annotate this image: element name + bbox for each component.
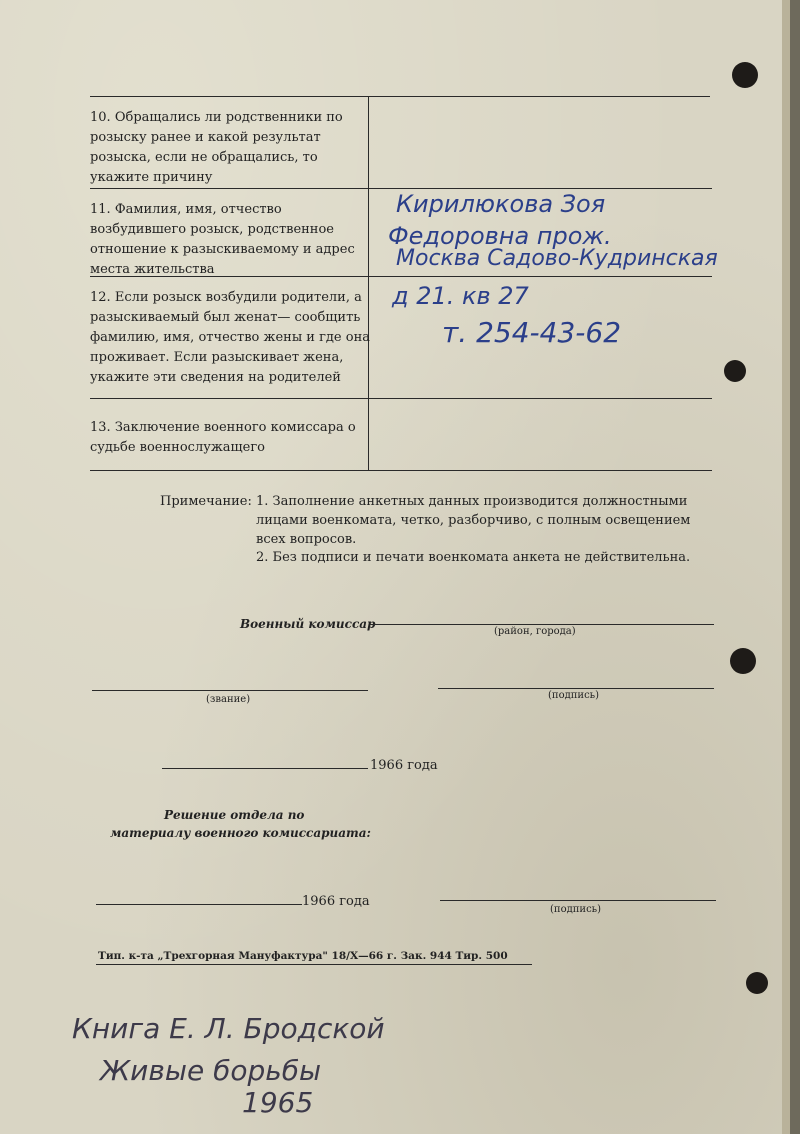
notes-item-2: 2. Без подписи и печати военкомата анкета не действительна. xyxy=(256,550,691,565)
decision-label-1: Решение отдела по xyxy=(164,808,305,822)
decision-label-2: материалу военного комиссариата: xyxy=(110,826,371,840)
question-number: 11. xyxy=(90,202,111,217)
question-11 xyxy=(90,200,370,280)
notes-item-1: 1. Заполнение анкетных данных производится должностными лицами военкомата, четко, разборчиво, с полным освещением всех вопросов. xyxy=(256,494,691,547)
handwritten-name: Кирилюкова Зоя xyxy=(396,190,606,218)
question-10 xyxy=(90,108,370,188)
punch-hole xyxy=(724,360,746,382)
decision-date-line xyxy=(96,904,302,905)
rank-line xyxy=(92,690,368,691)
commissar-label: Военный комиссар xyxy=(240,617,376,631)
year-label-2: 1966 года xyxy=(302,894,370,909)
question-text: Фамилия, имя, отчество возбудившего розыск, родственное отношение к разыскиваемому и адрес места жительства xyxy=(90,202,355,277)
table-top-rule xyxy=(90,96,710,97)
punch-hole xyxy=(730,648,756,674)
footer-rule xyxy=(96,964,532,965)
date-line xyxy=(162,768,368,769)
pencil-note-line1: Книга Е. Л. Бродской xyxy=(72,1012,385,1045)
punch-hole xyxy=(746,972,768,994)
handwritten-phone: т. 254-43-62 xyxy=(442,316,622,349)
handwritten-street: Москва Садово-Кудринская xyxy=(396,246,718,271)
pencil-note-line2: Живые борьбы xyxy=(100,1054,322,1087)
question-text: Заключение военного комиссара о судьбе военнослужащего xyxy=(90,420,356,455)
handwritten-patronymic: Федоровна прож. xyxy=(388,222,612,250)
signature-caption: (подпись) xyxy=(548,690,600,701)
decision-signature-line xyxy=(440,900,716,901)
year-label: 1966 года xyxy=(370,758,438,773)
question-13 xyxy=(90,418,370,458)
table-row-rule xyxy=(90,188,712,189)
question-text: Обращались ли родственники по розыску ранее и какой результат розыска, если не обращались, то укажите причину xyxy=(90,110,343,185)
decision-signature-caption: (подпись) xyxy=(550,904,602,915)
commissar-line xyxy=(370,624,714,625)
table-bottom-rule xyxy=(90,470,712,471)
signature-line xyxy=(438,688,714,689)
question-12 xyxy=(90,288,370,388)
pencil-note-line3: 1965 xyxy=(242,1086,314,1119)
handwritten-house: д 21. кв 27 xyxy=(392,282,529,310)
question-number: 12. xyxy=(90,290,111,305)
table-row-rule xyxy=(90,398,712,399)
district-caption: (район, города) xyxy=(494,626,576,637)
notes-label: Примечание: xyxy=(160,494,252,509)
question-text: Если розыск возбудили родители, а разыскиваемый был женат— сообщить фамилию, имя, отчество жены и где она проживает. Если разыскивает жена, укажите эти сведения на родителей xyxy=(90,290,370,385)
question-number: 13. xyxy=(90,420,111,435)
rank-caption: (звание) xyxy=(206,694,251,705)
printer-footer: Тип. к-та „Трехгорная Мануфактура" 18/Х—66 г. Зак. 944 Тир. 500 xyxy=(98,950,508,962)
punch-hole xyxy=(732,62,758,88)
question-number: 10. xyxy=(90,110,111,125)
